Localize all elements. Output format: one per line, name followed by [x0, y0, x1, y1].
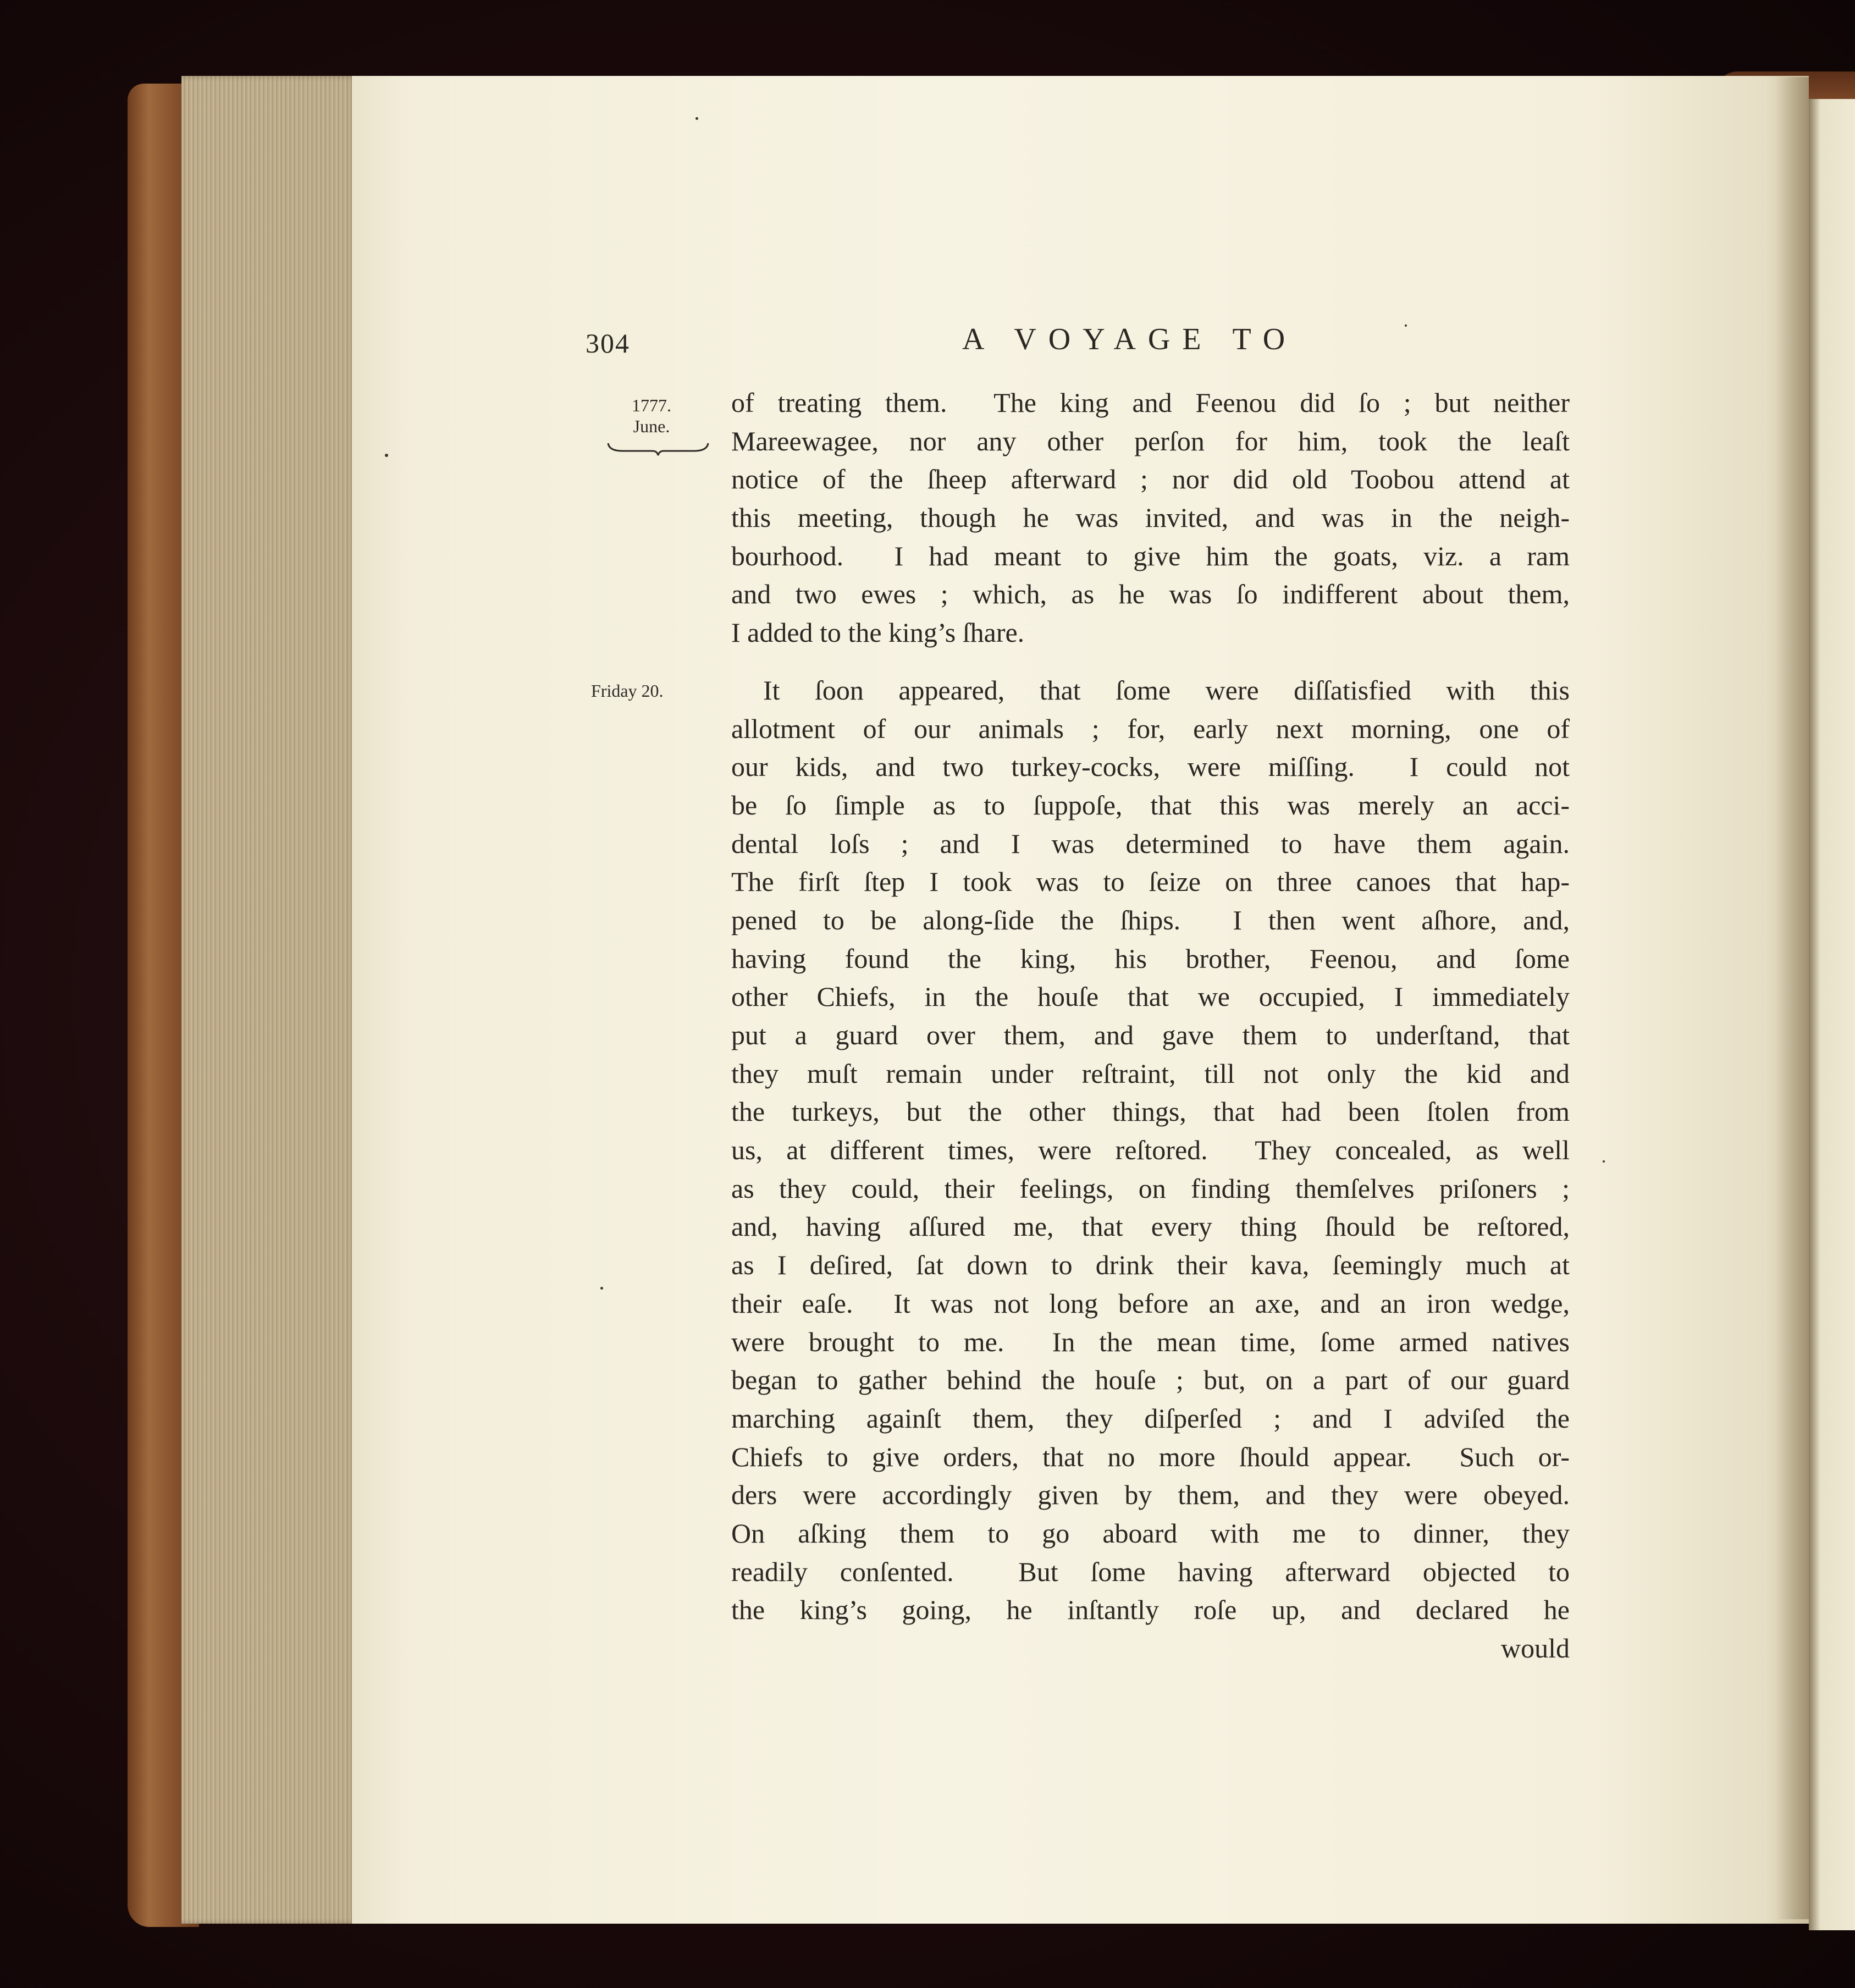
paper-speck: [1603, 1160, 1605, 1163]
text-line: It ſoon appeared, that ſome were diſſatisfied with this: [763, 674, 1570, 706]
page-edges: [181, 76, 356, 1924]
margin-note-date: [613, 395, 690, 437]
margin-note-month: June.: [633, 416, 670, 436]
text-line: ders were accordingly given by them, and they were obeyed.: [731, 1479, 1570, 1511]
paragraph: [731, 384, 1570, 652]
text-line: bourhood. I had meant to give him the goats, viz. a ram: [731, 540, 1570, 571]
facing-page-edge: [1809, 99, 1855, 1930]
paragraph: [731, 671, 1570, 1629]
text-line: dental loſs ; and I was determined to have them again.: [731, 828, 1570, 859]
text-line: The firſt ſtep I took was to ſeize on three canoes that hap-: [731, 866, 1570, 897]
text-line: our kids, and two turkey-cocks, were miſſing. I could not: [731, 751, 1570, 783]
text-line: I added to the king’s ſhare.: [731, 617, 1025, 648]
text-line: pened to be along-ſide the ſhips. I then went aſhore, and,: [731, 904, 1570, 935]
text-line: notice of the ſheep afterward ; nor did old Toobou attend at: [731, 464, 1570, 495]
paper-speck: [600, 1287, 603, 1290]
text-line: be ſo ſimple as to ſuppoſe, that this was merely an acci-: [731, 789, 1570, 820]
text-line: having found the king, his brother, Feenou, and ſome: [731, 943, 1570, 974]
text-line: the turkeys, but the other things, that had been ſtolen from: [731, 1096, 1570, 1127]
text-line: marching againſt them, they diſperſed ; and I adviſed the: [731, 1402, 1570, 1434]
text-line: us, at different times, were reſtored. They concealed, as well: [731, 1135, 1570, 1166]
text-line: as they could, their feelings, on finding themſelves priſoners ;: [731, 1172, 1570, 1204]
text-line: of treating them. The king and Feenou did ſo ; but neither: [731, 387, 1570, 418]
text-line: put a guard over them, and gave them to underſtand, that: [731, 1020, 1570, 1050]
running-head: A VOYAGE TO: [962, 322, 1298, 356]
body-text: [731, 384, 1570, 1668]
text-line: Chiefs to give orders, that no more ſhould appear. Such or-: [731, 1441, 1570, 1472]
text-line: On aſking them to go aboard with me to dinner, they: [731, 1517, 1570, 1549]
text-line: this meeting, though he was invited, and was in the neigh-: [731, 502, 1570, 533]
text-line: readily conſented. But ſome having afterward objected to: [731, 1556, 1570, 1587]
page-number: 304: [586, 328, 630, 359]
text-line: began to gather behind the houſe ; but, on a part of our guard: [731, 1364, 1570, 1396]
text-line: they muſt remain under reſtraint, till not only the kid and: [731, 1058, 1570, 1089]
page-header: [586, 322, 1570, 371]
paper-speck: [695, 117, 698, 120]
text-line: and, having aſſured me, that every thing ſhould be reſtored,: [731, 1211, 1570, 1242]
text-line: Mareewagee, nor any other perſon for him, took the leaſt: [731, 425, 1570, 456]
text-line: were brought to me. In the mean time, ſome armed natives: [731, 1326, 1570, 1357]
text-line: and two ewes ; which, as he was ſo indifferent about them,: [731, 579, 1570, 610]
text-line: as I deſired, ſat down to drink their kava, ſeemingly much at: [731, 1249, 1570, 1281]
text-line: their eaſe. It was not long before an axe, and an iron wedge,: [731, 1287, 1570, 1319]
margin-note-year: 1777.: [632, 395, 671, 415]
margin-brace-icon: [606, 440, 710, 456]
text-line: other Chiefs, in the houſe that we occupied, I immediately: [731, 981, 1570, 1012]
catchword: would: [1501, 1633, 1570, 1664]
gutter-shadow: [1776, 77, 1809, 1919]
paper-speck: [385, 454, 388, 457]
text-line: the king’s going, he inſtantly roſe up, and declared he: [731, 1594, 1570, 1626]
margin-note-day: Friday 20.: [591, 681, 664, 701]
text-line: allotment of our animals ; for, early next morning, one of: [731, 713, 1570, 744]
paragraph-gap: [731, 652, 1570, 671]
